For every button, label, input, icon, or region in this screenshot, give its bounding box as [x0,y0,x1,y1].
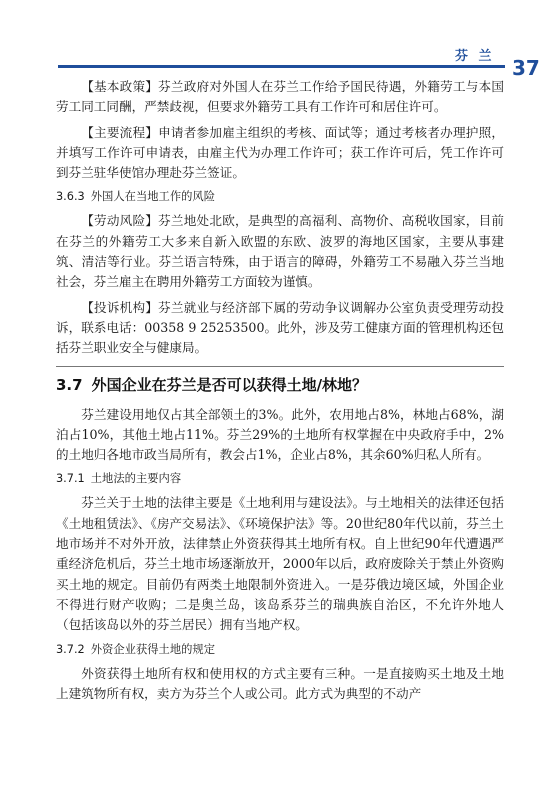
section-number: 3.7.1 [56,472,85,486]
paragraph-labor-risk: 【劳动风险】芬兰地处北欧，是典型的高福利、高物价、高税收国家，目前在芬兰的外籍劳工大多来自新入欧盟的东欧、波罗的海地区国家，主要从事建筑、清洁等行业。芬兰语言特殊，由于语言的障碍，外籍劳工不易融入芬兰当地社会，芬兰雇主在聘用外籍劳工方面较为谨慎。 [56,213,504,290]
section-number: 3.6.3 [56,190,85,204]
heading-3-7 [56,366,504,396]
section-title: 外资企业获得土地的规定 [90,642,216,656]
section-title: 外国人在当地工作的风险 [90,190,216,204]
section-title: 外国企业在芬兰是否可以获得土地/林地？ [91,375,368,394]
page-number: 37 [512,56,540,80]
paragraph-complaint-agency: 【投诉机构】芬兰就业与经济部下属的劳动争议调解办公室负责受理劳动投诉，联系电话：00358 9 25253500。此外，涉及劳工健康方面的管理机构还包括芬兰职业安全与健康局。 [56,299,504,356]
section-number: 3.7.2 [56,642,85,656]
heading-3-7-2 [56,641,504,659]
page-body [56,77,504,709]
section-title: 土地法的主要内容 [90,472,182,486]
paragraph-land-use: 芬兰建设用地仅占其全部领土的3%。此外，农用地占8%，林地占68%，湖泊占10%，其他土地占11%。芬兰29%的土地所有权掌握在中央政府手中，2%的土地归各地市政当局所有，教会占1%，企业占8%，其余60%归私人所有。 [56,406,504,463]
heading-3-6-3 [56,188,504,206]
running-header-country: 芬 兰 [455,49,495,64]
heading-3-7-1 [56,470,504,488]
paragraph-land-acquisition: 外资获得土地所有权和使用权的方式主要有三种。一是直接购买土地及土地上建筑物所有权，卖方为芬兰个人或公司。此方式为典型的不动产 [56,665,504,701]
header-rule [58,65,505,68]
paragraph-land-law: 芬兰关于土地的法律主要是《土地利用与建设法》。与土地相关的法律还包括《土地租赁法》、《房产交易法》、《环境保护法》等。20世纪80年代以前，芬兰土地市场并不对外开放，法律禁止外资获得其土地所有权。自上世纪90年代遭遇严重经济危机后，芬兰土地市场逐渐放开，2000年以后，政府废除关于禁止外资购买土地的规定。目前仍有两类土地限制外资进入。一是芬俄边境区域，外国企业不得进行财产收购；二是奥兰岛，该岛系芬兰的瑞典族自治区，不允许外地人（包括该岛以外的芬兰居民）拥有当地产权。 [56,495,504,633]
paragraph-main-process: 【主要流程】申请者参加雇主组织的考核、面试等；通过考核者办理护照，并填写工作许可申请表，由雇主代为办理工作许可；获工作许可后，凭工作许可到芬兰驻华使馆办理赴芬兰签证。 [56,124,504,181]
section-number: 3.7 [56,375,83,394]
paragraph-basic-policy: 【基本政策】芬兰政府对外国人在芬兰工作给予国民待遇，外籍劳工与本国劳工同工同酬，严禁歧视，但要求外籍劳工具有工作许可和居住许可。 [56,79,504,115]
